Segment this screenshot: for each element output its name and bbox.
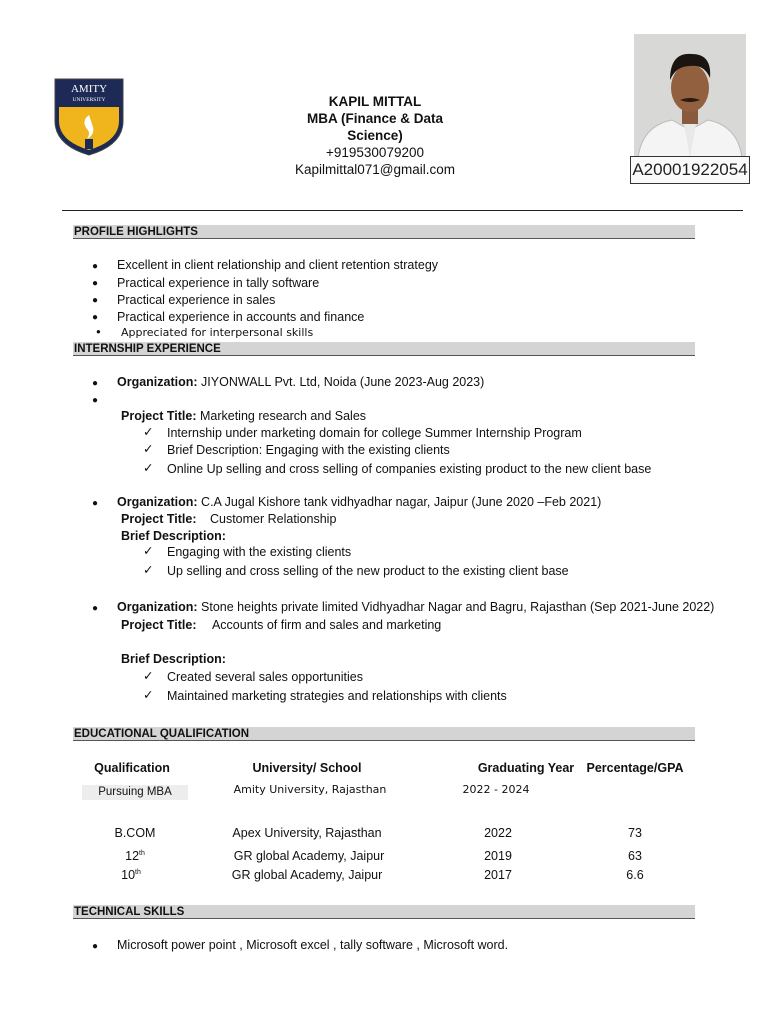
check-icon: ✓ — [143, 563, 154, 577]
internship-point: Engaging with the existing clients — [167, 545, 352, 559]
degree-line-1: MBA (Finance & Data — [306, 111, 443, 126]
table-cell-qualification — [78, 868, 184, 882]
table-cell-percentage: 6.6 — [626, 868, 644, 882]
university-logo — [53, 77, 125, 157]
qualification-number: 12 — [125, 849, 140, 863]
section-technical-skills: TECHNICAL SKILLS — [73, 905, 695, 919]
internship-project-1 — [121, 409, 366, 424]
degree-line-2: Science) — [347, 128, 403, 143]
bullet-icon: ● — [92, 603, 99, 614]
org-label: Organization: — [117, 495, 198, 509]
table-cell-year: 2022 - 2024 — [462, 783, 530, 796]
table-cell-year: 2017 — [484, 868, 512, 882]
qualification-number: 10 — [121, 868, 136, 882]
org-value: Stone heights private limited Vidhyadhar Nagar and Bagru, Rajasthan (Sep 2021-June 2022) — [201, 600, 715, 614]
bullet-icon: ● — [92, 395, 99, 406]
org-value: C.A Jugal Kishore tank vidhyadhar nagar, Jaipur (June 2020 –Feb 2021) — [201, 495, 602, 509]
internship-point: Online Up selling and cross selling of companies existing product to the new client base — [167, 462, 652, 476]
check-icon: ✓ — [143, 425, 154, 439]
table-cell-school: GR global Academy, Jaipur — [231, 868, 383, 882]
table-cell-percentage: 63 — [628, 849, 642, 863]
profile-item: Practical experience in sales — [117, 293, 276, 307]
table-cell-year: 2019 — [484, 849, 512, 863]
candidate-name: KAPIL MITTAL — [328, 94, 422, 109]
table-cell-qualification — [82, 849, 188, 863]
check-icon: ✓ — [143, 442, 154, 456]
header-block — [260, 93, 490, 178]
qualification-suffix: th — [139, 849, 145, 857]
skill-item: Microsoft power point , Microsoft excel , tally software , Microsoft word. — [117, 938, 509, 952]
section-internship-experience: INTERNSHIP EXPERIENCE — [73, 342, 695, 356]
section-profile-highlights: PROFILE HIGHLIGHTS — [73, 225, 695, 239]
table-cell-school: Amity University, Rajasthan — [233, 783, 387, 796]
bullet-icon: ● — [92, 295, 99, 306]
internship-project-3 — [121, 618, 441, 633]
bullet-icon: ● — [92, 498, 99, 509]
project-label: Project Title: — [121, 409, 197, 423]
table-cell-percentage: 73 — [628, 826, 642, 840]
photo-id-label: A20001922054 — [630, 156, 750, 184]
profile-item: Appreciated for interpersonal skills — [121, 326, 314, 339]
table-header-year: Graduating Year — [477, 761, 575, 775]
table-cell-school: GR global Academy, Jaipur — [233, 849, 385, 863]
bullet-icon: ● — [92, 378, 99, 389]
org-value: JIYONWALL Pvt. Ltd, Noida (June 2023-Aug 2023) — [201, 375, 485, 389]
table-header-university: University/ School — [252, 761, 362, 775]
internship-point: Created several sales opportunities — [167, 670, 363, 684]
logo-text-amity: AMITY — [70, 83, 108, 95]
phone-number: +919530079200 — [326, 145, 424, 160]
check-icon: ✓ — [143, 669, 154, 683]
check-icon: ✓ — [143, 688, 154, 702]
check-icon: ✓ — [143, 544, 154, 558]
check-icon: ✓ — [143, 461, 154, 475]
email-address: Kapilmittal071@gmail.com — [294, 162, 456, 177]
table-cell-qualification: Pursuing MBA — [82, 785, 188, 800]
project-value: Customer Relationship — [209, 512, 337, 526]
internship-point: Up selling and cross selling of the new product to the existing client base — [167, 564, 569, 578]
bullet-icon: ● — [92, 312, 99, 323]
internship-org-1 — [117, 375, 484, 390]
table-header-qualification: Qualification — [94, 761, 170, 775]
profile-item: Practical experience in tally software — [117, 276, 320, 290]
table-cell-school: Apex University, Rajasthan — [232, 826, 382, 840]
profile-item: Practical experience in accounts and finance — [117, 310, 365, 324]
bullet-icon: ● — [92, 278, 99, 289]
internship-project-2 — [121, 512, 336, 527]
profile-item: Excellent in client relationship and client retention strategy — [117, 258, 439, 272]
project-label: Project Title: — [121, 512, 197, 526]
header-divider — [62, 210, 743, 211]
table-header-percentage: Percentage/GPA — [586, 761, 684, 775]
table-cell-year: 2022 — [484, 826, 512, 840]
internship-org-3 — [117, 600, 714, 615]
logo-text-university: UNIVERSITY — [72, 97, 106, 103]
brief-label: Brief Description: — [121, 652, 226, 666]
project-value: Marketing research and Sales — [199, 409, 367, 423]
project-value: Accounts of firm and sales and marketing — [211, 618, 442, 632]
bullet-icon: ● — [96, 327, 101, 336]
project-label: Project Title: — [121, 618, 197, 632]
internship-point: Maintained marketing strategies and relationships with clients — [167, 689, 507, 703]
internship-org-2 — [117, 495, 601, 510]
table-cell-qualification: B.COM — [114, 826, 156, 840]
qualification-suffix: th — [135, 868, 141, 876]
bullet-icon: ● — [92, 941, 99, 952]
profile-photo — [634, 34, 746, 158]
brief-label: Brief Description: — [121, 529, 226, 543]
internship-point: Internship under marketing domain for college Summer Internship Program — [167, 426, 582, 440]
bullet-icon: ● — [92, 261, 99, 272]
org-label: Organization: — [117, 600, 198, 614]
org-label: Organization: — [117, 375, 198, 389]
section-educational-qualification: EDUCATIONAL QUALIFICATION — [73, 727, 695, 741]
internship-point: Brief Description: Engaging with the existing clients — [167, 443, 450, 457]
